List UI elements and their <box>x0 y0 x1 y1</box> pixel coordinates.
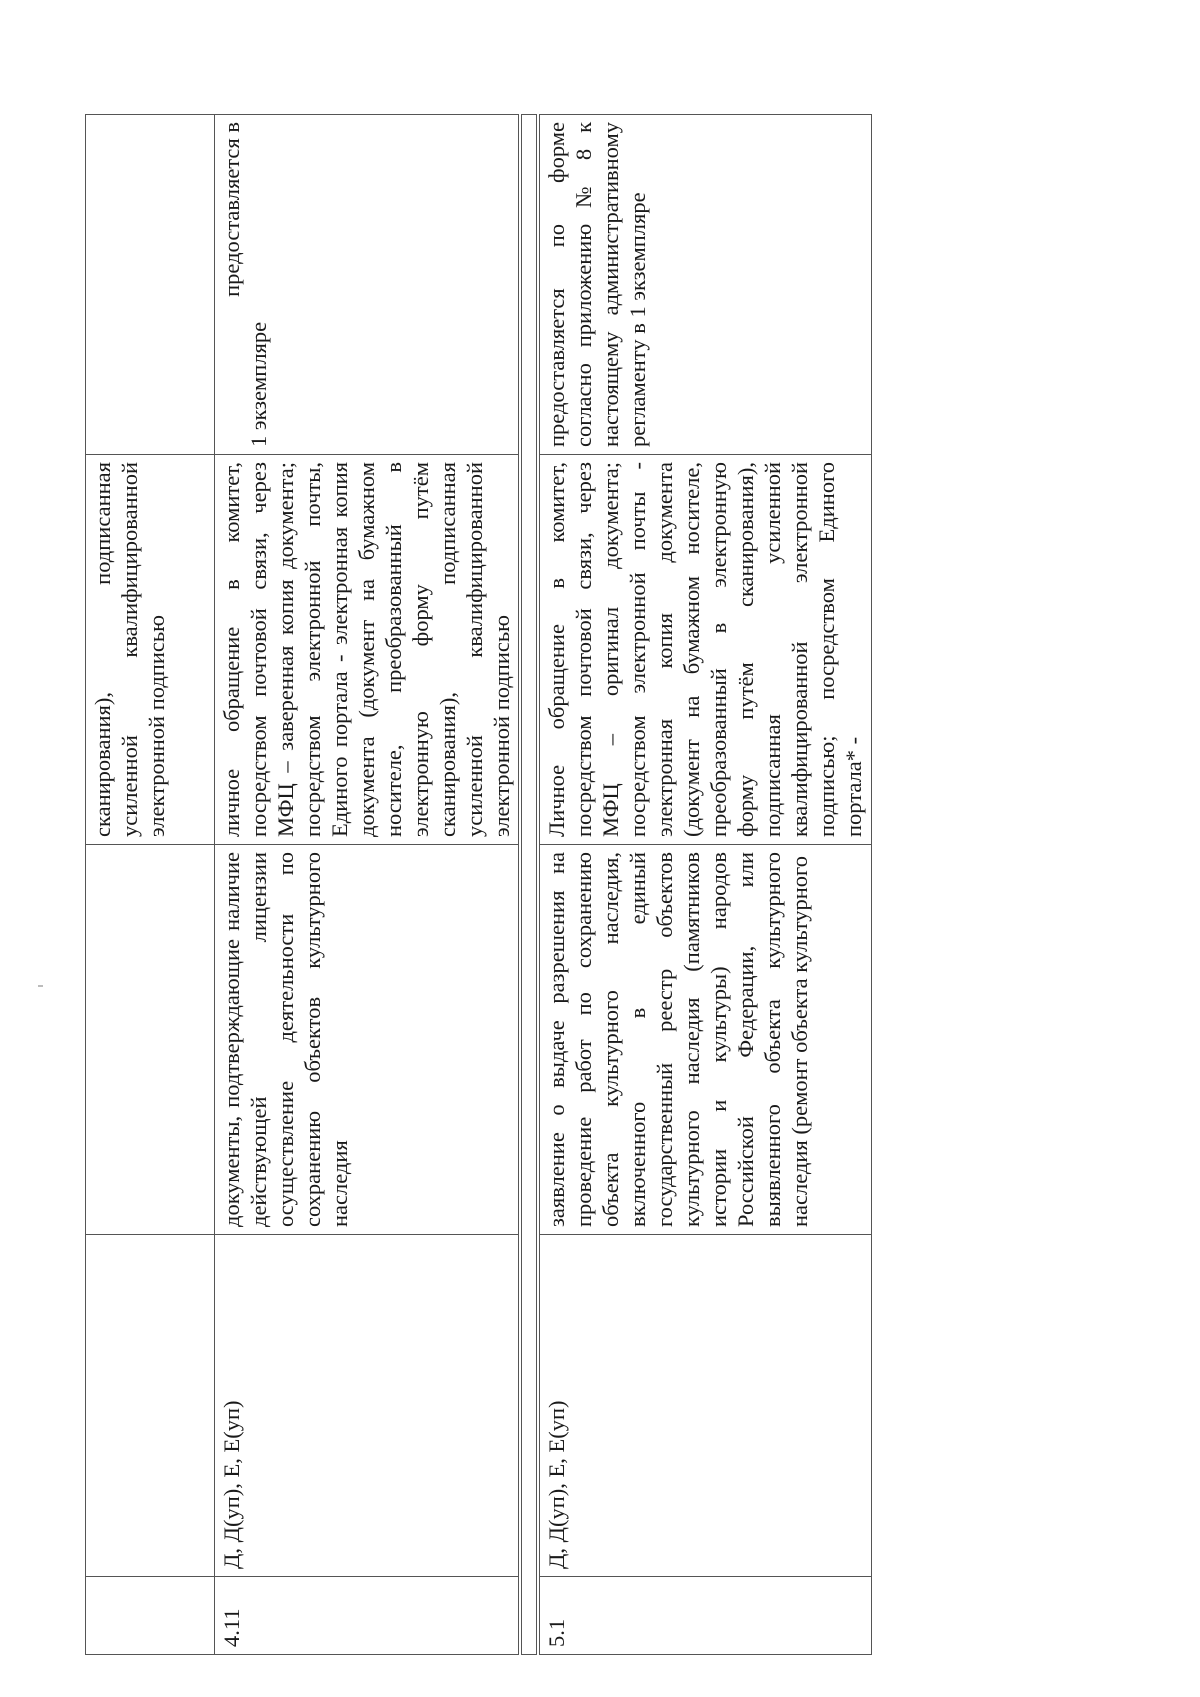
table-row-5-1 <box>538 115 872 1655</box>
cell-submission-method: Личное обращение в комитет, посредством почтовой связи, через МФЦ – оригинал документа; посредством электронной почты - электронная копия документа (документ на бумажном носителе, преобразованный в электронную форму путём сканирования), подписанная усиленной квалифицированной электронной подписью; посредством Единого портала* - <box>538 455 872 845</box>
cell-document-name: заявление о выдаче разрешения на проведение работ по сохранению объекта культурного наследия, включенного в единый государственный реестр объектов культурного наследия (памятников истории и культуры) народов Российской Федерации, или выявленного объекта культурного наследия (ремонт объекта культурного <box>538 845 872 1235</box>
section-heading-row <box>520 115 538 1655</box>
cell-requirements <box>86 115 215 455</box>
requirements-line-1: предоставляется в <box>219 122 244 297</box>
cell-submission-method: сканирования), подписанная усиленной квалифицированной электронной подписью <box>86 455 215 845</box>
cell-applicant-categories: Д, Д(уп), Е, Е(уп) <box>215 1235 521 1577</box>
cell-applicant-categories <box>86 1235 215 1577</box>
documents-table <box>85 114 872 1655</box>
requirements-line-2: 1 экземпляре <box>246 321 271 447</box>
cell-applicant-categories: Д, Д(уп), Е, Е(уп) <box>538 1235 872 1577</box>
cell-document-name: документы, подтверждающие наличие действующей лицензии осуществление деятельности по сохранению объектов культурного наследия <box>215 845 521 1235</box>
scan-speck <box>38 985 43 987</box>
cell-number: 4.11 <box>215 1577 521 1655</box>
cell-number: 5.1 <box>538 1577 872 1655</box>
cell-document-name <box>86 845 215 1235</box>
rotated-document-page <box>85 115 1115 1655</box>
table-row-4-11 <box>215 115 521 1655</box>
cell-requirements <box>215 115 521 455</box>
cell-requirements: предоставляется по форме согласно приложению № 8 к настоящему административному регламенту в 1 экземпляре <box>538 115 872 455</box>
cell-number <box>86 1577 215 1655</box>
cell-submission-method: личное обращение в комитет, посредством почтовой связи, через МФЦ – заверенная копия документа; посредством электронной почты, Единого портала - электронная копия документа (документ на бумажном носителе, преобразованный в электронную форму путём сканирования), подписанная усиленной квалифицированной электронной подписью <box>215 455 521 845</box>
section-heading <box>520 115 538 1655</box>
table-row-continued <box>86 115 215 1655</box>
